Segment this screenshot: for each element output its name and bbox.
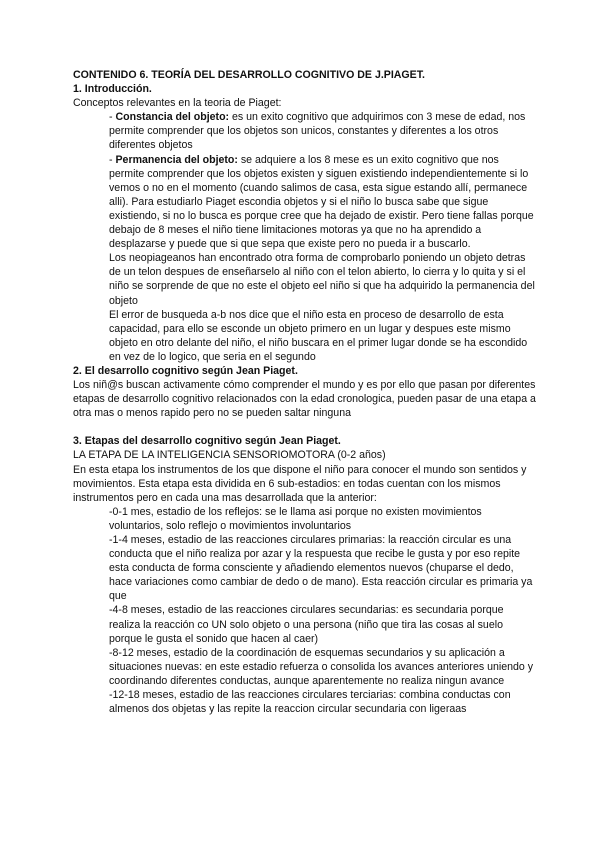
section-2-heading: 2. El desarrollo cognitivo según Jean Piaget. (73, 364, 298, 377)
stage-4-8: -4-8 meses, estadio de las reacciones circulares secundarias: es secundaria porque realiza la reacción co UN solo objeto o una persona (niño que tira las cosas al suelo porque le gusta el sonido que hacen al caer) (109, 604, 504, 645)
neopiageanos-paragraph: Los neopiageanos han encontrado otra forma de comprobarlo poniendo un objeto detras de un telon despues de enseñarselo al niño con el telon abierto, lo cierra y lo quita y si el niño se sorprende de que no este el objeto eel niño si que ha adquirido la permanencia del objeto (109, 252, 535, 307)
stage-1-4: -1-4 meses, estadio de las reacciones circulares primarias: la reacción circular es una conducta que el niño realiza por azar y la respuesta que recibe le gusta y por eso repite esta conducta de forma consciente y añadiendo elementos nuevos (chuparse el dedo, hace variaciones como cambiar de dedo o de mano). Esta reacción circular es primaria ya que (109, 534, 533, 603)
error-ab-paragraph: El error de busqueda a-b nos dice que el niño esta en proceso de desarrollo de esta capacidad, para ello se esconde un objeto primero en un lugar y despues este mismo objeto en otro delante del niño, el niño buscara en el primer lugar donde se ha escondido en vez de lo logico, que seria en el segundo (109, 308, 528, 363)
stage-12-18: -12-18 meses, estadio de las reacciones circulares terciarias: combina conductas con almenos dos objetas y las repite la reaccion circular secundaria con ligeraas (109, 689, 511, 716)
constancia-paragraph: - Constancia del objeto: es un exito cognitivo que adquirimos con 3 mese de edad, nos permite comprender que los objetos son unicos, constantes y diferentes a los otros diferentes objetos (109, 111, 526, 152)
permanencia-text: se adquiere a los 8 mese es un exito cognitivo que nos permite comprender que los objetos existen y siguen existiendo independientemente si lo vemos o no en el momento (cuando salimos de casa, esta sigue estando allí, permanece alli). Para estudiarlo Piaget escondia objetos y si el niño lo busca sabe que sigue existiendo, si no lo busca es porque cree que ha dejado de existir. Pero tiene fallas porque debajo de 8 meses el niño tiene limitaciones motoras ya que no ha aprendido a desplazarse y puede que si que sepa que existe pero no pueda ir a buscarlo. (109, 153, 534, 251)
section-1-heading: 1. Introducción. (73, 83, 152, 96)
section-3-heading: 3. Etapas del desarrollo cognitivo según Jean Piaget. (73, 435, 341, 448)
section-3-paragraph: En esta etapa los instrumentos de los que dispone el niño para conocer el mundo son sentidos y movimientos. Esta etapa esta dividida en 6 sub-estadios: en todas cuentan con los mismos instrumentos pero en cada una mas desarrollada que la anterior: (73, 463, 527, 504)
section-3-subheading: LA ETAPA DE LA INTELIGENCIA SENSORIOMOTORA (0-2 años) (73, 449, 386, 462)
spacer (73, 420, 536, 434)
section-1-intro: Conceptos relevantes en la teoria de Piaget: (73, 97, 282, 110)
permanencia-label: Permanencia del objeto: (115, 153, 238, 166)
stage-8-12: -8-12 meses, estadio de la coordinación de esquemas secundarios y su aplicación a situaciones nuevas: en este estadio refuerza o consolida los avances anteriores uniendo y coordinando diferentes conductas, aunque aparentemente no realiza ningun avance (109, 646, 534, 687)
constancia-text: es un exito cognitivo que adquirimos con 3 mese de edad, nos permite comprender que los objetos son unicos, constantes y diferentes a los otros diferentes objetos (109, 111, 526, 152)
constancia-label: Constancia del objeto: (115, 111, 230, 124)
section-2-paragraph: Los niñ@s buscan activamente cómo comprender el mundo y es por ello que pasan por diferentes etapas de desarrollo cognitivo relacionados con la edad cronologica, pueden pasar de una etapa a otra mas o menos rapido pero no se pueden saltar ninguna (73, 379, 536, 420)
permanencia-paragraph: - Permanencia del objeto: se adquiere a los 8 mese es un exito cognitivo que nos permite comprender que los objetos existen y siguen existiendo independientemente si lo vemos o no en el momento (cuando salimos de casa, esta sigue estando allí, permanece alli). Para estudiarlo Piaget escondia objetos y si el niño lo busca sabe que sigue existiendo, si no lo busca es porque cree que ha dejado de existir. Pero tiene fallas porque debajo de 8 meses el niño tiene limitaciones motoras ya que no ha aprendido a desplazarse y puede que si que sepa que existe pero no pueda ir a buscarlo. (109, 153, 534, 251)
stage-0-1: -0-1 mes, estadio de los reflejos: se le llama asi porque no existen movimientos voluntarios, solo reflejo o movimientos involuntarios (109, 505, 482, 532)
document-title: CONTENIDO 6. TEORÍA DEL DESARROLLO COGNITIVO DE J.PIAGET. (73, 69, 425, 81)
